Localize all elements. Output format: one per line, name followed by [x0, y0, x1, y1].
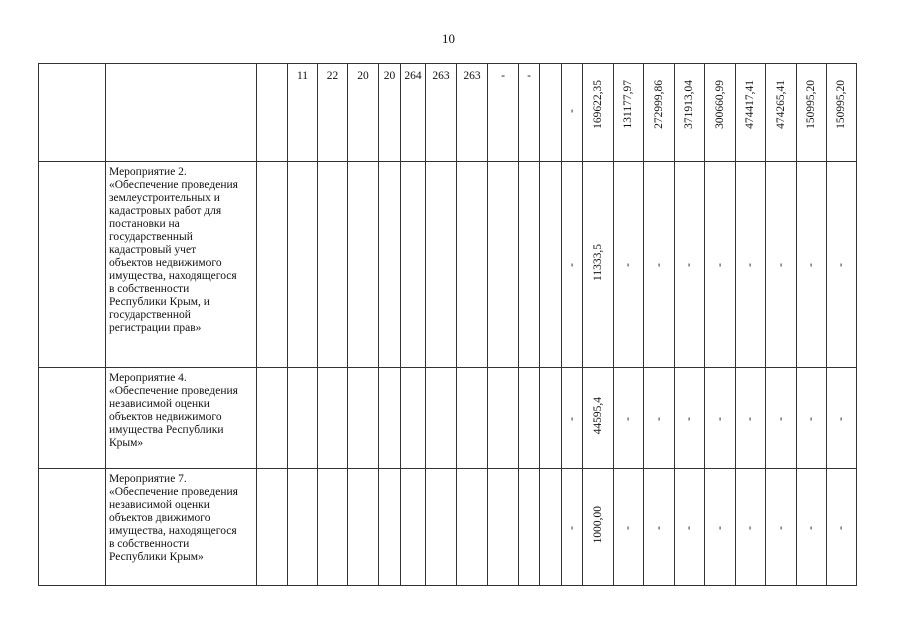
empty-cell [39, 469, 106, 586]
empty-cell [488, 469, 519, 586]
value-cell: 1000,00 [583, 469, 614, 586]
empty-cell [379, 469, 401, 586]
row-description [106, 368, 257, 469]
description-line: имущества, находящегося [109, 270, 237, 282]
empty-cell [379, 368, 401, 469]
value-cell: 474265,41 [766, 64, 797, 162]
description-line: объектов недвижимого [109, 257, 222, 269]
description-line: государственный [109, 231, 193, 243]
table-row [39, 162, 857, 368]
value-cell: - [705, 469, 736, 586]
description-line: независимой оценки [109, 499, 210, 511]
empty-cell [257, 368, 288, 469]
empty-cell [318, 162, 348, 368]
value-cell: - [827, 368, 857, 469]
empty-cell [257, 64, 288, 162]
value-cell: - [736, 162, 766, 368]
description-line: кадастровый учет [109, 244, 197, 256]
table-row [39, 469, 857, 586]
empty-cell [519, 368, 540, 469]
empty-cell [426, 469, 457, 586]
description-line: кадастровых работ для [109, 205, 222, 217]
description-line: Крым» [109, 437, 144, 449]
code-cell: 22 [318, 64, 348, 162]
value-cell: - [797, 469, 827, 586]
value-cell: - [705, 162, 736, 368]
value-cell: - [644, 368, 675, 469]
empty-cell [426, 162, 457, 368]
value-cell: - [705, 368, 736, 469]
empty-cell [348, 368, 379, 469]
empty-cell [519, 162, 540, 368]
value-cell: - [644, 469, 675, 586]
empty-cell [540, 64, 562, 162]
value-cell: - [766, 162, 797, 368]
table-row [39, 368, 857, 469]
empty-cell [488, 368, 519, 469]
empty-cell [457, 469, 488, 586]
description-line: в собственности [109, 283, 190, 295]
code-cell: 263 [426, 64, 457, 162]
code-cell: - [488, 64, 519, 162]
description-line: государственной [109, 309, 191, 321]
empty-cell [257, 162, 288, 368]
empty-cell [257, 469, 288, 586]
row-description [106, 469, 257, 586]
empty-cell [288, 469, 318, 586]
value-cell: - [562, 368, 583, 469]
description-line: Республики Крым» [109, 551, 204, 563]
description-line: Мероприятие 2. [109, 166, 187, 178]
value-cell: 150995,20 [827, 64, 857, 162]
empty-cell [401, 162, 426, 368]
value-cell: 44595,4 [583, 368, 614, 469]
value-cell: 131177,97 [614, 64, 644, 162]
page-number: 10 [442, 31, 455, 46]
empty-cell [401, 368, 426, 469]
value-cell: - [644, 162, 675, 368]
budget-table [38, 63, 857, 586]
empty-cell [318, 469, 348, 586]
description-line: объектов движимого [109, 512, 211, 524]
value-cell: - [827, 162, 857, 368]
empty-cell [426, 368, 457, 469]
value-cell: 300660,99 [705, 64, 736, 162]
description-line: «Обеспечение проведения [109, 385, 238, 397]
value-cell: 272999,86 [644, 64, 675, 162]
description-line: «Обеспечение проведения [109, 486, 238, 498]
code-cell: 11 [288, 64, 318, 162]
empty-cell [457, 162, 488, 368]
empty-cell [318, 368, 348, 469]
value-cell: - [614, 162, 644, 368]
value-cell: - [827, 469, 857, 586]
value-cell: - [797, 368, 827, 469]
value-cell: - [766, 469, 797, 586]
row-description [106, 64, 257, 162]
header-row [39, 64, 857, 162]
value-cell: 371913,04 [675, 64, 705, 162]
code-cell: - [519, 64, 540, 162]
value-cell: - [562, 162, 583, 368]
description-line: независимой оценки [109, 398, 210, 410]
value-cell: 474417,41 [736, 64, 766, 162]
value-cell: - [766, 368, 797, 469]
value-cell: 11333,5 [583, 162, 614, 368]
value-cell: 150995,20 [797, 64, 827, 162]
value-cell: - [736, 368, 766, 469]
value-cell: 169622,35 [583, 64, 614, 162]
value-cell: - [614, 469, 644, 586]
description-line: объектов недвижимого [109, 411, 222, 423]
description-line: «Обеспечение проведения [109, 179, 238, 191]
value-cell: - [614, 368, 644, 469]
empty-cell [39, 368, 106, 469]
description-line: Мероприятие 7. [109, 473, 187, 485]
empty-cell [488, 162, 519, 368]
value-cell: - [675, 162, 705, 368]
code-cell: 263 [457, 64, 488, 162]
empty-cell [519, 469, 540, 586]
empty-cell [39, 162, 106, 368]
empty-cell [348, 469, 379, 586]
description-line: имущества Республики [109, 424, 224, 436]
empty-cell [540, 469, 562, 586]
value-cell: - [675, 469, 705, 586]
description-line: в собственности [109, 538, 190, 550]
description-line: Мероприятие 4. [109, 372, 187, 384]
empty-cell [401, 469, 426, 586]
empty-cell [288, 162, 318, 368]
description-line: землеустроительных и [109, 192, 220, 204]
value-cell: - [675, 368, 705, 469]
empty-cell [457, 368, 488, 469]
empty-cell [39, 64, 106, 162]
empty-cell [379, 162, 401, 368]
empty-cell [288, 368, 318, 469]
description-line: регистрации прав» [109, 322, 202, 334]
value-cell: - [562, 469, 583, 586]
value-cell: - [562, 64, 583, 162]
row-description [106, 162, 257, 368]
value-cell: - [797, 162, 827, 368]
description-line: Республики Крым, и [109, 296, 210, 308]
description-line: постановки на [109, 218, 180, 230]
code-cell: 20 [379, 64, 401, 162]
empty-cell [348, 162, 379, 368]
description-line: имущества, находящегося [109, 525, 237, 537]
empty-cell [540, 162, 562, 368]
code-cell: 264 [401, 64, 426, 162]
code-cell: 20 [348, 64, 379, 162]
empty-cell [540, 368, 562, 469]
value-cell: - [736, 469, 766, 586]
